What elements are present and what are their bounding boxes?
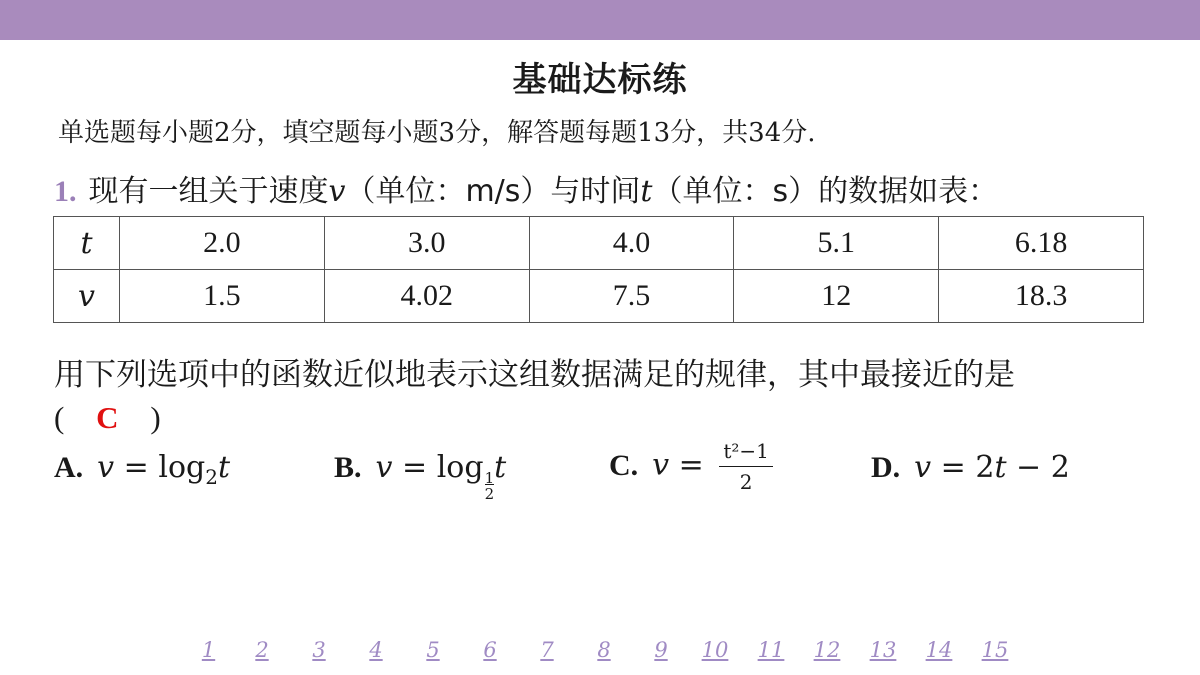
option-eq: = bbox=[931, 450, 976, 485]
page-link-12[interactable]: 12 bbox=[813, 638, 841, 662]
page-navigation bbox=[196, 638, 1013, 664]
answer-close-paren: ) bbox=[150, 400, 161, 435]
option-letter: C. bbox=[609, 448, 639, 482]
option-fraction bbox=[719, 438, 773, 495]
question-instruction: 用下列选项中的函数近似地表示这组数据满足的规律，其中最接近的是 bbox=[54, 357, 1015, 393]
page-link-13[interactable]: 13 bbox=[869, 638, 897, 662]
table-cell: 2.0 bbox=[120, 217, 325, 270]
option-variable: t bbox=[994, 450, 1007, 485]
question-text-prefix: 现有一组关于速度 bbox=[88, 174, 329, 209]
page-link-4[interactable]: 4 bbox=[369, 638, 383, 662]
top-banner bbox=[0, 0, 1200, 40]
fraction-numerator: t²−1 bbox=[719, 438, 773, 467]
option-eq: = bbox=[392, 450, 437, 485]
table-cell: 4.0 bbox=[529, 217, 734, 270]
page-title: 基础达标练 bbox=[512, 60, 688, 100]
page-link-9[interactable]: 9 bbox=[654, 638, 668, 662]
option-arg: t bbox=[494, 450, 507, 485]
table-cell: 3.0 bbox=[324, 217, 529, 270]
table-cell: 4.02 bbox=[324, 270, 529, 323]
option-lhs: v bbox=[375, 450, 393, 485]
variable-t: t bbox=[640, 174, 653, 209]
unit-v: （单位：m/s）与时间 bbox=[345, 174, 641, 209]
table-cell: 18.3 bbox=[939, 270, 1144, 323]
table-row-v bbox=[54, 270, 1144, 323]
variable-v: v bbox=[328, 174, 346, 209]
option-eq: = bbox=[114, 450, 159, 485]
option-letter: D. bbox=[871, 451, 901, 484]
option-coefficient: 2 bbox=[975, 450, 995, 485]
row-header-t: t bbox=[54, 217, 120, 270]
answer-open-paren: ( bbox=[54, 400, 65, 435]
fraction-denominator: 2 bbox=[739, 470, 753, 494]
option-lhs: v bbox=[914, 450, 932, 485]
page-link-15[interactable]: 15 bbox=[981, 638, 1009, 662]
page-link-14[interactable]: 14 bbox=[925, 638, 953, 662]
table-cell: 1.5 bbox=[120, 270, 325, 323]
page-link-11[interactable]: 11 bbox=[757, 638, 785, 662]
page-link-3[interactable]: 3 bbox=[312, 638, 326, 662]
option-letter: A. bbox=[54, 451, 84, 484]
option-log-base: 2 bbox=[205, 465, 218, 489]
page-link-6[interactable]: 6 bbox=[483, 638, 497, 662]
option-a[interactable] bbox=[54, 450, 230, 520]
page-link-5[interactable]: 5 bbox=[426, 638, 440, 662]
fraction-numerator: 1 bbox=[484, 469, 495, 487]
answer-value: C bbox=[96, 400, 119, 435]
table-cell: 6.18 bbox=[939, 217, 1144, 270]
question-stem bbox=[54, 166, 998, 210]
answer-blank bbox=[54, 400, 161, 436]
table-cell: 12 bbox=[734, 270, 939, 323]
page-link-7[interactable]: 7 bbox=[540, 638, 554, 662]
data-table bbox=[53, 216, 1144, 323]
fraction-denominator: 2 bbox=[484, 485, 495, 503]
option-letter: B. bbox=[334, 451, 362, 484]
page-link-8[interactable]: 8 bbox=[597, 638, 611, 662]
option-constant: − 2 bbox=[1006, 450, 1070, 485]
option-d[interactable] bbox=[871, 450, 1070, 520]
option-lhs: v bbox=[652, 447, 670, 483]
option-lhs: v bbox=[97, 450, 115, 485]
option-arg: t bbox=[217, 450, 231, 485]
option-fn: log bbox=[158, 450, 206, 485]
table-row-t bbox=[54, 217, 1144, 270]
option-fn: log bbox=[436, 450, 484, 485]
option-log-base-fraction bbox=[485, 470, 495, 502]
option-b[interactable] bbox=[334, 450, 506, 520]
option-c[interactable] bbox=[609, 438, 773, 508]
unit-t: （单位：s）的数据如表： bbox=[652, 174, 999, 209]
table-cell: 7.5 bbox=[529, 270, 734, 323]
question-number: 1. bbox=[54, 175, 77, 208]
row-header-v: v bbox=[54, 270, 120, 323]
page-link-2[interactable]: 2 bbox=[255, 638, 269, 662]
option-eq: = bbox=[669, 447, 714, 483]
page-link-10[interactable]: 10 bbox=[701, 638, 729, 662]
page-link-1[interactable]: 1 bbox=[201, 638, 216, 662]
table-cell: 5.1 bbox=[734, 217, 939, 270]
scoring-note: 单选题每小题2分，填空题每小题3分，解答题每题13分，共34分. bbox=[58, 118, 816, 148]
